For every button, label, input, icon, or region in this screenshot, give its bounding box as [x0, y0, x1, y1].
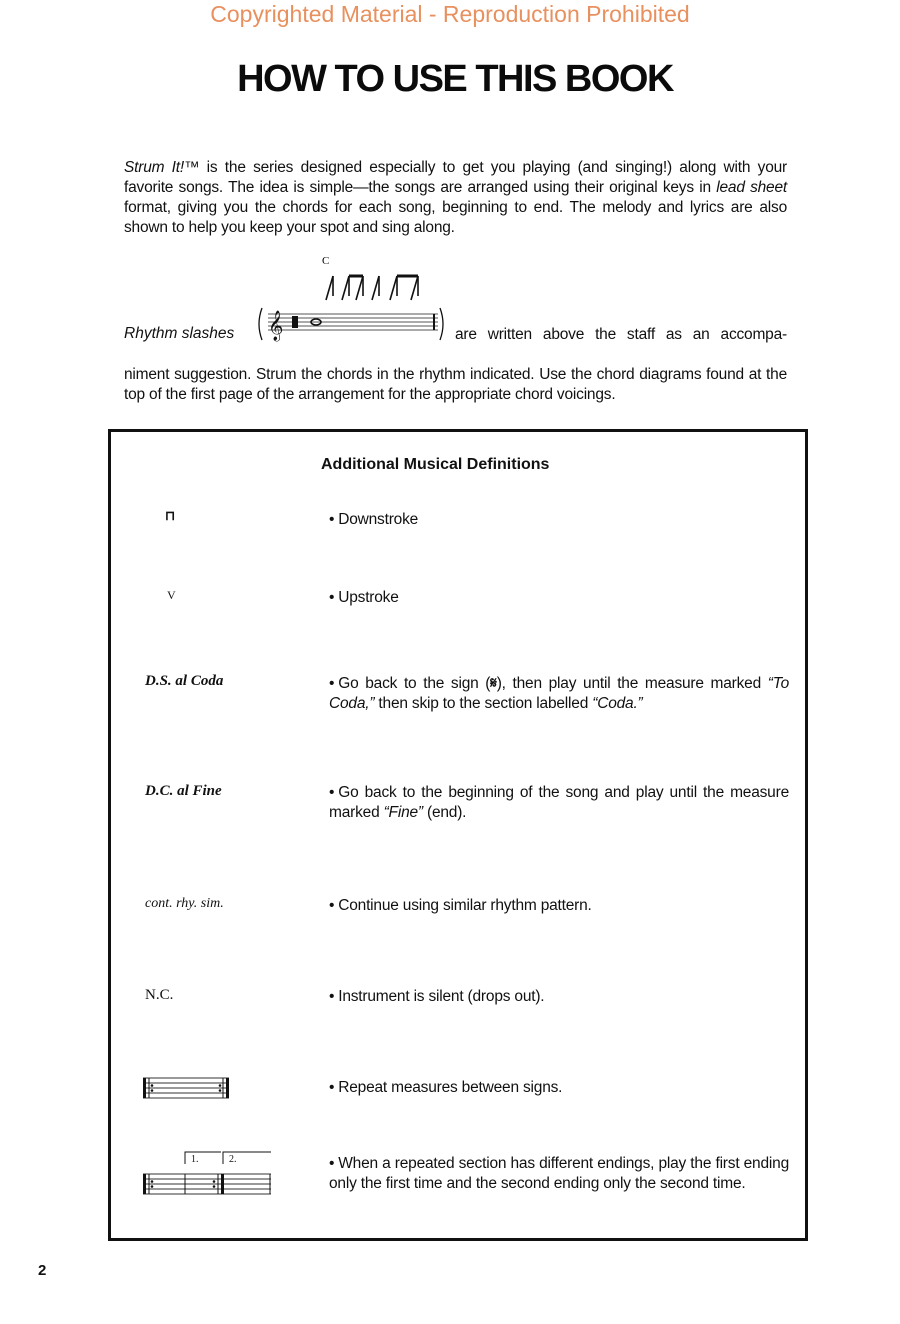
repeat-signs-icon	[141, 1074, 231, 1102]
definition-text: • Instrument is silent (drops out).	[329, 988, 545, 1005]
intro-text-part2: format, giving you the chords for each song, beginning to end. The melody and lyrics are also shown to help you keep your spot and sing along.	[124, 199, 787, 236]
cont-rhy-sim-symbol: cont. rhy. sim.	[145, 896, 224, 911]
dc-al-fine-symbol: D.C. al Fine	[145, 783, 222, 799]
rhythm-line-1: are written above the staff as an accompa-	[455, 326, 787, 343]
rhythm-description	[124, 325, 787, 405]
page-title: HOW TO USE THIS BOOK	[237, 58, 673, 100]
definition-text: • Upstroke	[329, 589, 399, 606]
upstroke-icon: V	[167, 588, 176, 602]
dc-text-b: (end).	[422, 804, 467, 821]
series-name: Strum It!™	[124, 159, 200, 176]
ending-2-label: 2.	[229, 1154, 237, 1165]
definition-text: • Go back to the beginning of the song and play until the measure marked “Fine” (end).	[329, 784, 789, 821]
definition-text: • When a repeated section has different endings, play the first ending only the first time and the second ending only the second time.	[329, 1155, 789, 1192]
rhythm-label: Rhythm slashes	[124, 325, 235, 342]
ending-1-label: 1.	[191, 1154, 199, 1165]
coda-term: “Coda.”	[592, 695, 643, 712]
lead-sheet-term: lead sheet	[716, 179, 788, 196]
definition-text: • Downstroke	[329, 511, 419, 528]
dc-text-a: Go back to the beginning of the song and play until the measure marked	[329, 784, 789, 821]
rhythm-rest: niment suggestion. Strum the chords in the rhythm indicated. Use the chord diagrams found at the top of the first page of the arrangement for the appropriate chord voicings.	[124, 366, 787, 403]
intro-text-part1: is the series designed especially to get you playing (and singing!) along with your favorite songs. The idea is simple—the songs are arranged using their original keys in	[124, 159, 787, 196]
intro-paragraph	[124, 158, 787, 238]
definition-text: • Repeat measures between signs.	[329, 1079, 563, 1096]
definition-text: • Continue using similar rhythm pattern.	[329, 897, 592, 914]
rhythm-slashes-icon	[326, 276, 418, 300]
definition-text-content: Continue using similar rhythm pattern.	[338, 897, 592, 914]
downstroke-icon: ⊓	[165, 508, 176, 523]
definition-text-content: Upstroke	[338, 589, 399, 606]
definitions-box	[108, 429, 808, 1241]
chord-symbol: C	[322, 255, 330, 267]
to-coda-term: “To Coda,”	[329, 675, 789, 712]
definition-text-content: When a repeated section has different endings, play the first ending only the first time and the second ending only the second time.	[329, 1155, 789, 1192]
fine-term: “Fine”	[383, 804, 423, 821]
ds-text-a: Go back to the sign (	[338, 675, 491, 692]
endings-icon	[141, 1150, 273, 1200]
ds-text-b: ), then play until the measure marked	[496, 675, 768, 692]
segno-icon: 𝄋	[490, 674, 497, 692]
page-number: 2	[38, 1262, 47, 1279]
definition-text-content: Instrument is silent (drops out).	[338, 988, 545, 1005]
ds-text-c: then skip to the section labelled	[374, 695, 593, 712]
definition-text-content: Repeat measures between signs.	[338, 1079, 563, 1096]
nc-symbol: N.C.	[145, 987, 174, 1003]
definition-text-content: Downstroke	[338, 511, 419, 528]
ds-al-coda-symbol: D.S. al Coda	[145, 673, 224, 689]
treble-clef-icon: 𝄞	[268, 311, 284, 341]
watermark: Copyrighted Material - Reproduction Prohibited	[210, 1, 690, 27]
definition-text: • Go back to the sign (𝄋), then play until the measure marked “To Coda,” then skip to the section labelled “Coda.”	[329, 674, 789, 712]
definitions-heading: Additional Musical Definitions	[321, 456, 550, 473]
